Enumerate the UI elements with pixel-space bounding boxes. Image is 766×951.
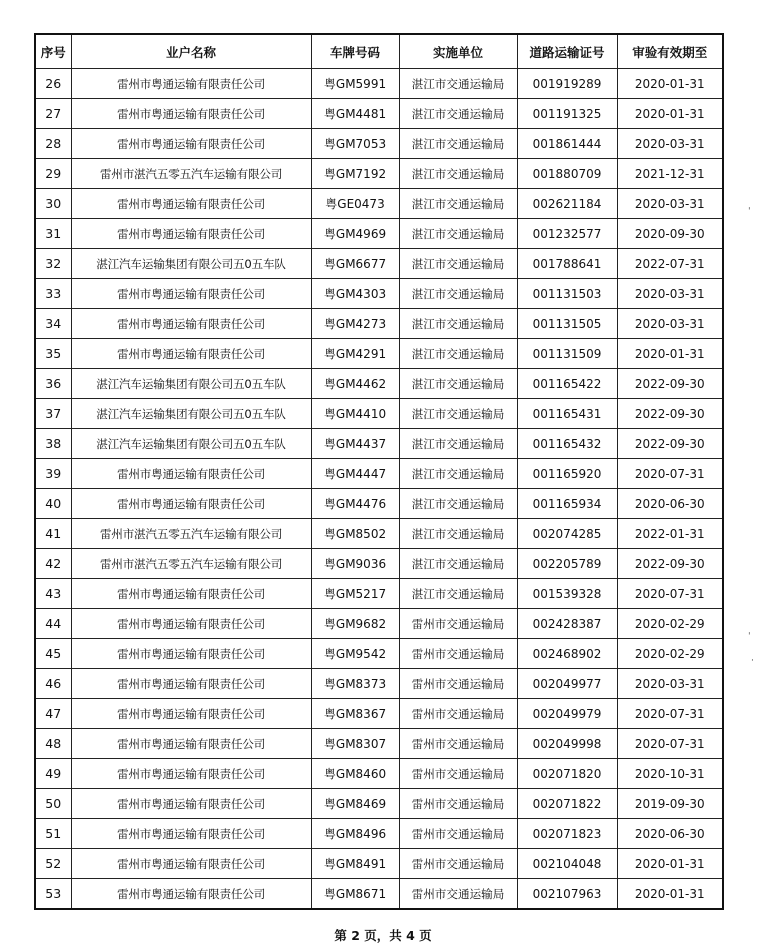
cell-unit: 湛江市交通运输局 [399,129,517,159]
cell-company: 雷州市粤通运输有限责任公司 [71,789,311,819]
cell-cert: 001131503 [517,279,617,309]
cell-company: 雷州市粤通运输有限责任公司 [71,279,311,309]
cell-unit: 湛江市交通运输局 [399,159,517,189]
cell-date: 2022-09-30 [617,429,723,459]
cell-seq: 51 [35,819,71,849]
cell-unit: 雷州市交通运输局 [399,759,517,789]
cell-company: 雷州市粤通运输有限责任公司 [71,309,311,339]
header-unit: 实施单位 [399,34,517,69]
cell-plate: 粤GM8373 [311,669,399,699]
cell-cert: 001191325 [517,99,617,129]
cell-company: 雷州市粤通运输有限责任公司 [71,459,311,489]
cell-seq: 53 [35,879,71,910]
table-row [35,669,723,699]
cell-date: 2022-09-30 [617,549,723,579]
cell-date: 2020-06-30 [617,819,723,849]
cell-plate: 粤GM8502 [311,519,399,549]
cell-date: 2020-03-31 [617,129,723,159]
table-row [35,579,723,609]
cell-unit: 湛江市交通运输局 [399,339,517,369]
cell-plate: 粤GM7053 [311,129,399,159]
cell-unit: 湛江市交通运输局 [399,549,517,579]
cell-plate: 粤GM4969 [311,219,399,249]
cell-unit: 雷州市交通运输局 [399,699,517,729]
cell-unit: 湛江市交通运输局 [399,429,517,459]
cell-seq: 44 [35,609,71,639]
cell-unit: 湛江市交通运输局 [399,579,517,609]
table-row [35,639,723,669]
cell-seq: 30 [35,189,71,219]
cell-plate: 粤GM4273 [311,309,399,339]
table-row [35,489,723,519]
cell-unit: 雷州市交通运输局 [399,729,517,759]
cell-date: 2020-01-31 [617,99,723,129]
table-row [35,879,723,910]
cell-date: 2020-01-31 [617,879,723,910]
cell-plate: 粤GM4437 [311,429,399,459]
cell-cert: 001165432 [517,429,617,459]
cell-cert: 002071823 [517,819,617,849]
cell-seq: 52 [35,849,71,879]
cell-company: 雷州市粤通运输有限责任公司 [71,759,311,789]
cell-seq: 31 [35,219,71,249]
table-row [35,459,723,489]
table-row [35,339,723,369]
cell-seq: 50 [35,789,71,819]
cell-seq: 38 [35,429,71,459]
cell-cert: 002049977 [517,669,617,699]
cell-date: 2020-03-31 [617,309,723,339]
cell-company: 雷州市粤通运输有限责任公司 [71,609,311,639]
document-sheet [34,33,724,910]
cell-seq: 35 [35,339,71,369]
cell-seq: 48 [35,729,71,759]
table-row [35,279,723,309]
scan-mark: ˈ [748,632,751,642]
cell-unit: 湛江市交通运输局 [399,219,517,249]
cell-unit: 雷州市交通运输局 [399,639,517,669]
cell-date: 2020-07-31 [617,729,723,759]
table-row [35,219,723,249]
table-row [35,759,723,789]
cell-unit: 湛江市交通运输局 [399,519,517,549]
cell-company: 雷州市粤通运输有限责任公司 [71,339,311,369]
cell-plate: 粤GM6677 [311,249,399,279]
cell-company: 雷州市粤通运输有限责任公司 [71,879,311,910]
table-row [35,69,723,99]
cell-date: 2020-03-31 [617,189,723,219]
cell-company: 雷州市湛汽五零五汽车运输有限公司 [71,549,311,579]
cell-cert: 002074285 [517,519,617,549]
cell-company: 雷州市粤通运输有限责任公司 [71,99,311,129]
cell-date: 2020-07-31 [617,579,723,609]
cell-cert: 002205789 [517,549,617,579]
cell-unit: 雷州市交通运输局 [399,849,517,879]
cell-seq: 29 [35,159,71,189]
cell-unit: 湛江市交通运输局 [399,399,517,429]
cell-unit: 湛江市交通运输局 [399,309,517,339]
table-row [35,99,723,129]
cell-cert: 001165920 [517,459,617,489]
scan-mark: ˈ [748,207,751,217]
page-footer: 第 2 页，共 4 页 [334,928,432,943]
cell-unit: 雷州市交通运输局 [399,609,517,639]
cell-seq: 41 [35,519,71,549]
cell-company: 雷州市粤通运输有限责任公司 [71,639,311,669]
cell-company: 雷州市粤通运输有限责任公司 [71,699,311,729]
cell-seq: 40 [35,489,71,519]
cell-seq: 33 [35,279,71,309]
cell-seq: 49 [35,759,71,789]
cell-seq: 45 [35,639,71,669]
cell-company: 湛江汽车运输集团有限公司五0五车队 [71,249,311,279]
cell-date: 2020-01-31 [617,69,723,99]
cell-company: 雷州市粤通运输有限责任公司 [71,819,311,849]
cell-unit: 湛江市交通运输局 [399,459,517,489]
cell-company: 雷州市湛汽五零五汽车运输有限公司 [71,159,311,189]
cell-date: 2020-01-31 [617,339,723,369]
cell-unit: 湛江市交通运输局 [399,69,517,99]
cell-plate: 粤GM4481 [311,99,399,129]
cell-date: 2022-09-30 [617,369,723,399]
header-plate: 车牌号码 [311,34,399,69]
cell-cert: 002621184 [517,189,617,219]
cell-cert: 001165422 [517,369,617,399]
cell-date: 2020-07-31 [617,459,723,489]
cell-plate: 粤GM9542 [311,639,399,669]
table-row [35,129,723,159]
cell-company: 湛江汽车运输集团有限公司五0五车队 [71,429,311,459]
cell-date: 2020-01-31 [617,849,723,879]
cell-company: 湛江汽车运输集团有限公司五0五车队 [71,369,311,399]
cell-cert: 002107963 [517,879,617,910]
cell-date: 2022-09-30 [617,399,723,429]
cell-seq: 43 [35,579,71,609]
cell-cert: 002071820 [517,759,617,789]
header-company: 业户名称 [71,34,311,69]
table-row [35,429,723,459]
cell-plate: 粤GM4476 [311,489,399,519]
cell-unit: 湛江市交通运输局 [399,489,517,519]
cell-unit: 湛江市交通运输局 [399,369,517,399]
table-row [35,189,723,219]
cell-cert: 001131505 [517,309,617,339]
table-row [35,699,723,729]
header-cert: 道路运输证号 [517,34,617,69]
cell-plate: 粤GM4447 [311,459,399,489]
cell-plate: 粤GM8460 [311,759,399,789]
cell-cert: 002428387 [517,609,617,639]
header-row [35,34,723,69]
cell-cert: 001880709 [517,159,617,189]
table-row [35,399,723,429]
cell-company: 雷州市粤通运输有限责任公司 [71,489,311,519]
cell-date: 2022-07-31 [617,249,723,279]
cell-company: 雷州市湛汽五零五汽车运输有限公司 [71,519,311,549]
cell-company: 雷州市粤通运输有限责任公司 [71,849,311,879]
cell-unit: 雷州市交通运输局 [399,879,517,910]
table-row [35,819,723,849]
cell-plate: 粤GM5217 [311,579,399,609]
cell-cert: 001539328 [517,579,617,609]
header-date: 审验有效期至 [617,34,723,69]
cell-cert: 001861444 [517,129,617,159]
cell-cert: 001165934 [517,489,617,519]
cell-company: 雷州市粤通运输有限责任公司 [71,669,311,699]
cell-plate: 粤GM8491 [311,849,399,879]
cell-seq: 34 [35,309,71,339]
vehicle-table [34,33,724,910]
cell-seq: 39 [35,459,71,489]
table-row [35,159,723,189]
cell-date: 2020-06-30 [617,489,723,519]
cell-date: 2019-09-30 [617,789,723,819]
cell-date: 2022-01-31 [617,519,723,549]
cell-unit: 湛江市交通运输局 [399,99,517,129]
table-row [35,369,723,399]
cell-unit: 雷州市交通运输局 [399,669,517,699]
cell-plate: 粤GM4303 [311,279,399,309]
cell-seq: 26 [35,69,71,99]
cell-unit: 雷州市交通运输局 [399,789,517,819]
cell-date: 2020-07-31 [617,699,723,729]
cell-cert: 002468902 [517,639,617,669]
cell-company: 雷州市粤通运输有限责任公司 [71,189,311,219]
cell-plate: 粤GM8469 [311,789,399,819]
table-row [35,309,723,339]
cell-plate: 粤GM4462 [311,369,399,399]
cell-seq: 27 [35,99,71,129]
cell-plate: 粤GM9682 [311,609,399,639]
table-row [35,519,723,549]
cell-unit: 雷州市交通运输局 [399,819,517,849]
table-row [35,849,723,879]
cell-date: 2020-02-29 [617,639,723,669]
header-seq: 序号 [35,34,71,69]
cell-seq: 28 [35,129,71,159]
cell-date: 2020-02-29 [617,609,723,639]
cell-company: 雷州市粤通运输有限责任公司 [71,69,311,99]
cell-cert: 002049979 [517,699,617,729]
cell-date: 2021-12-31 [617,159,723,189]
scan-mark: · [751,656,754,666]
cell-date: 2020-09-30 [617,219,723,249]
table-row [35,609,723,639]
cell-cert: 001232577 [517,219,617,249]
table-row [35,729,723,759]
cell-cert: 001919289 [517,69,617,99]
cell-company: 雷州市粤通运输有限责任公司 [71,729,311,759]
cell-plate: 粤GM7192 [311,159,399,189]
cell-seq: 46 [35,669,71,699]
cell-plate: 粤GM8496 [311,819,399,849]
cell-date: 2020-03-31 [617,279,723,309]
cell-plate: 粤GM9036 [311,549,399,579]
cell-date: 2020-03-31 [617,669,723,699]
cell-plate: 粤GM8671 [311,879,399,910]
cell-cert: 002049998 [517,729,617,759]
cell-company: 湛江汽车运输集团有限公司五0五车队 [71,399,311,429]
cell-plate: 粤GE0473 [311,189,399,219]
cell-plate: 粤GM8307 [311,729,399,759]
cell-cert: 002071822 [517,789,617,819]
cell-seq: 42 [35,549,71,579]
cell-cert: 002104048 [517,849,617,879]
cell-cert: 001131509 [517,339,617,369]
cell-plate: 粤GM4410 [311,399,399,429]
cell-seq: 47 [35,699,71,729]
cell-seq: 37 [35,399,71,429]
cell-company: 雷州市粤通运输有限责任公司 [71,579,311,609]
cell-seq: 36 [35,369,71,399]
cell-unit: 湛江市交通运输局 [399,189,517,219]
table-row [35,789,723,819]
table-row [35,549,723,579]
table-body [35,69,723,910]
cell-date: 2020-10-31 [617,759,723,789]
table-row [35,249,723,279]
cell-company: 雷州市粤通运输有限责任公司 [71,219,311,249]
cell-unit: 湛江市交通运输局 [399,249,517,279]
cell-company: 雷州市粤通运输有限责任公司 [71,129,311,159]
cell-seq: 32 [35,249,71,279]
cell-cert: 001165431 [517,399,617,429]
cell-cert: 001788641 [517,249,617,279]
cell-plate: 粤GM5991 [311,69,399,99]
cell-plate: 粤GM4291 [311,339,399,369]
cell-unit: 湛江市交通运输局 [399,279,517,309]
cell-plate: 粤GM8367 [311,699,399,729]
